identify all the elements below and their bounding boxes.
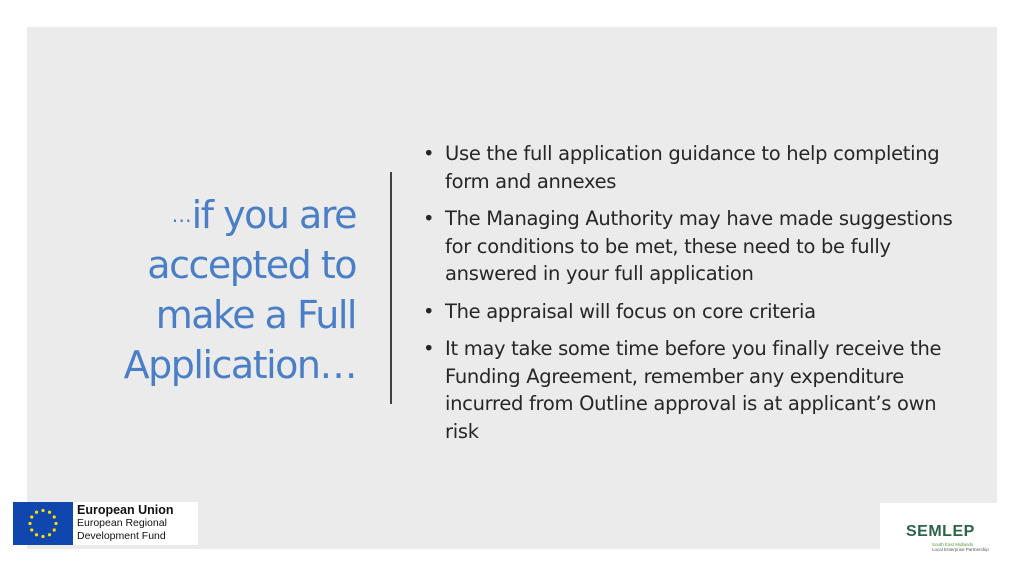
semlep-logo-name: SEMLEP <box>906 523 975 540</box>
bullet-dot: • <box>423 299 435 323</box>
eu-logo-text <box>73 502 174 545</box>
bullet-item <box>423 205 963 288</box>
bullet-text: It may take some time before you finally receive the Funding Agreement, remember any expenditure incurred from Outline approval is at applicant’s own risk <box>445 337 942 443</box>
eu-star <box>41 509 44 512</box>
eu-star <box>48 511 51 514</box>
title-line-4: Application… <box>123 343 356 387</box>
title-line-2: accepted to <box>147 243 356 287</box>
vertical-divider <box>390 172 392 404</box>
eu-star <box>28 522 31 525</box>
semlep-logo-sub-1: South East Midlands <box>932 542 974 547</box>
bullet-list <box>423 140 963 455</box>
bullet-item <box>423 335 963 445</box>
eu-logo-line-3: Development Fund <box>77 530 166 542</box>
eu-star <box>53 515 56 518</box>
semlep-logo-sub-2: Local Enterprise Partnership <box>932 547 989 552</box>
slide-title <box>60 190 356 390</box>
eu-star <box>30 515 33 518</box>
bullet-item <box>423 298 963 326</box>
semlep-logo <box>880 503 998 552</box>
eu-logo <box>13 502 198 545</box>
eu-flag-icon <box>13 502 73 545</box>
title-ellipsis: … <box>171 203 192 227</box>
bullet-dot: • <box>423 207 435 230</box>
bullet-text: Use the full application guidance to help completing form and annexes <box>445 142 940 193</box>
bullet-text: The Managing Authority may have made suggestions for conditions to be met, these need to be fully answered in your full application <box>445 207 953 285</box>
eu-star <box>30 528 33 531</box>
eu-star <box>35 511 38 514</box>
bullet-text: The appraisal will focus on core criteria <box>445 299 816 323</box>
eu-star <box>35 533 38 536</box>
eu-star <box>48 533 51 536</box>
eu-star <box>54 522 57 525</box>
eu-star <box>53 528 56 531</box>
bullet-dot: • <box>423 337 435 360</box>
eu-star <box>41 535 44 538</box>
title-line-1: if you are <box>191 193 356 237</box>
eu-logo-line-1: European Union <box>77 503 174 517</box>
eu-logo-line-2: European Regional <box>77 517 167 529</box>
bullet-item <box>423 140 963 195</box>
bullet-dot: • <box>423 142 435 165</box>
title-line-3: make a Full <box>155 293 356 337</box>
